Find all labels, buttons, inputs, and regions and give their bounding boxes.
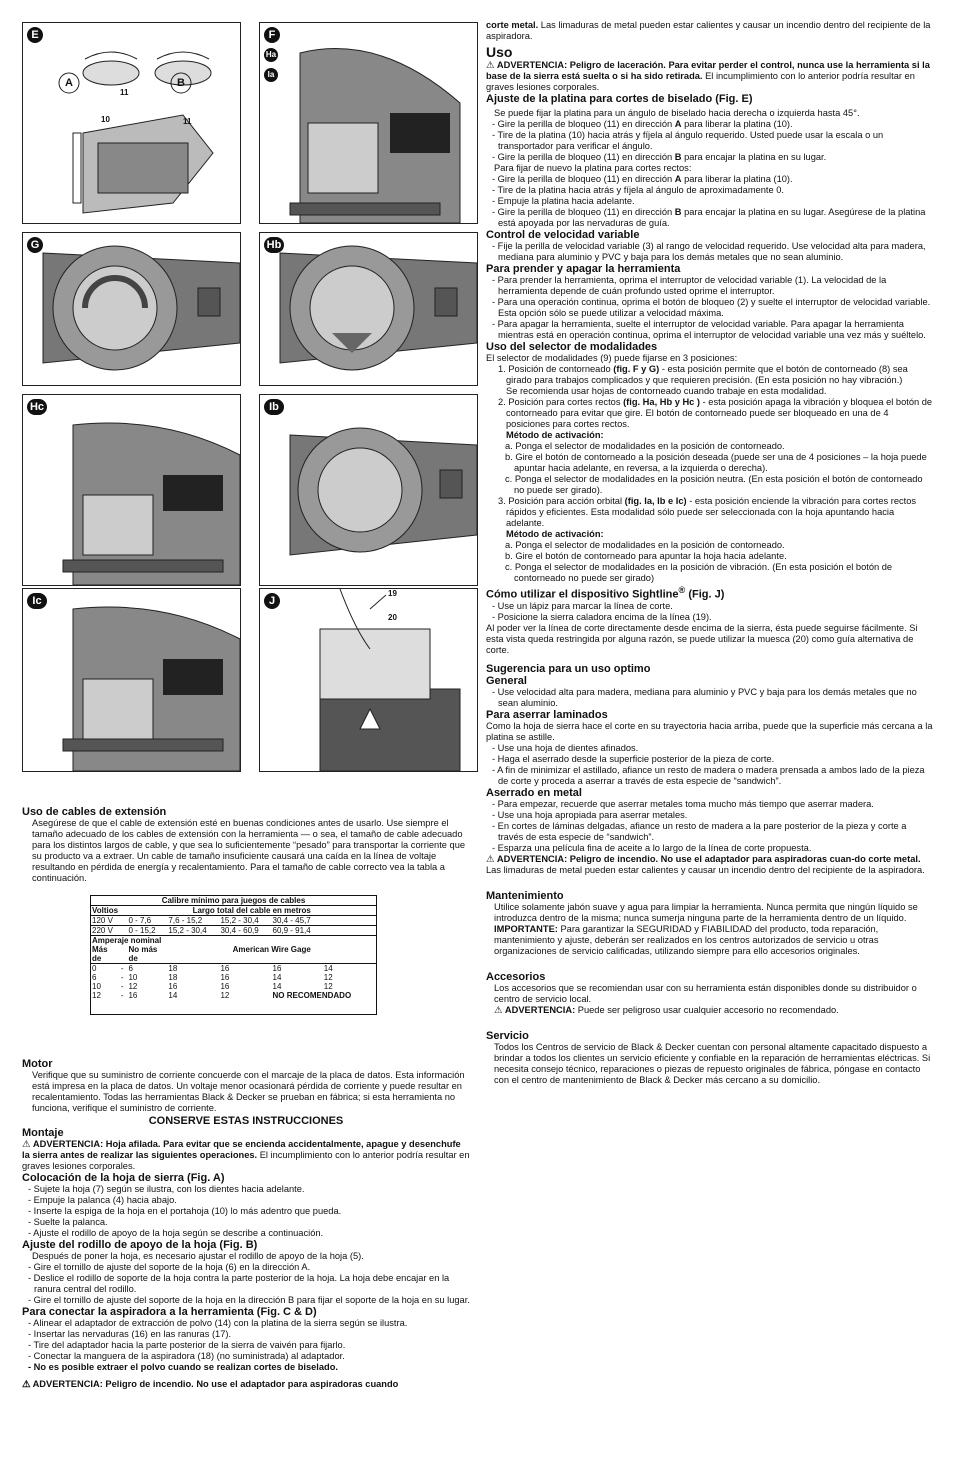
list-item: - Tire de la platina hacia atrás y fíjela al ángulo de aproximadamente 0.: [492, 185, 784, 195]
warning-bold: ADVERTENCIA: Hoja afilada. Para evitar que se encienda accidentalmente, apague y desenchufe la sierra antes de realizar las siguientes operaciones.: [22, 1139, 461, 1160]
table-header: de: [128, 954, 138, 963]
warning-text: El incumplimiento con lo anterior podría resultar en graves lesiones corporales.: [22, 1150, 470, 1171]
text: - esta posición enciende la vibración para cortes rectos rápidos y eficientes. Esta modalidad sólo puede ser seleccionada con la hoja apuntando hacia adelante.: [506, 496, 917, 528]
table-cell: 0 - 15,2: [127, 926, 167, 936]
callout-11: 11: [120, 88, 129, 97]
text: - esta posición permite que el botón de contorneado (8) sea girado para trabajos complicados y que requieren precisión. (En esta posición no hay vibración.): [506, 364, 908, 385]
paragraph: Utilice solamente jabón suave y agua para limpiar la herramienta. Nunca permita que ningún líquido se introduzca dentro de la misma; nunca sumerja ninguna parte de la herramienta dentro de un líquido.: [494, 901, 918, 923]
list-item: [486, 496, 934, 529]
section-heading: Mantenimiento: [486, 889, 564, 902]
section-heading: Uso del selector de modalidades: [486, 341, 658, 353]
text: 3. Posición para acción orbital: [498, 496, 625, 506]
text: Cómo utilizar el dispositivo Sightline: [486, 588, 679, 601]
bold-text: IMPORTANTE:: [494, 923, 558, 934]
bold-text: (fig. F y G): [613, 364, 660, 374]
text: para encajar la platina en su lugar.: [681, 152, 827, 162]
list-item: - Conectar la manguera de la aspiradora (18) (no suministrada) al adaptador.: [28, 1351, 345, 1361]
list-item: - Ajuste el rodillo de apoyo de la hoja según se describe a continuación.: [28, 1228, 324, 1238]
figure-sublabel: Ha: [264, 48, 278, 62]
table-header: Más: [92, 945, 108, 954]
list-item: [486, 364, 934, 386]
section-heading: Uso: [486, 44, 513, 60]
mode-selector-illustration: [260, 233, 477, 385]
list-item: - Alinear el adaptador de extracción de polvo (14) con la platina de la sierra según se ilustra.: [28, 1318, 408, 1328]
warning-bold: ADVERTENCIA: Peligro de laceración. Para evitar perder el control, nunca use la herramienta si la base de la sierra está suelta o si ha sido retirada.: [486, 60, 930, 81]
list-item: c. Ponga el selector de modalidades en la posición neutra. (En esta posición el botón de contorneado no puede ser girado).: [505, 474, 923, 495]
table-cell: 16: [128, 991, 138, 1000]
bold-text: B: [674, 152, 682, 162]
section-heading: Colocación de la hoja de sierra (Fig. A): [22, 1172, 225, 1184]
table-header: Voltios: [91, 906, 128, 916]
figure-label: J: [264, 593, 280, 609]
section-heading: Montaje: [22, 1127, 64, 1139]
section-heading: [486, 584, 934, 601]
table-cell: 16: [219, 964, 271, 974]
list-item: - En cortes de láminas delgadas, afiance un resto de madera a la pare posterior de la pieza y corte a través de esta especie de “sandwich”.: [492, 820, 907, 842]
callout-a: A: [65, 77, 73, 89]
callout-19: 19: [388, 589, 397, 598]
text: 1. Posición de contorneado: [498, 364, 614, 374]
callout-10: 10: [101, 115, 110, 124]
figure-f: [259, 22, 478, 224]
figure-label: Ib: [264, 399, 284, 415]
list-item: b. Gire el botón de contorneado a la posición deseada (puede ser una de 4 posiciones – la hoja puede apuntar hacia adelante, en reversa, a la izquierda o derecha).: [505, 452, 927, 473]
text: para liberar la platina (10).: [681, 119, 793, 129]
paragraph: Se puede fijar la platina para un ángulo de biselado hacia derecha o izquierda hasta 45°.: [494, 108, 860, 118]
mode-selector-illustration: [260, 395, 477, 585]
list-item: - Para apagar la herramienta, suelte el interruptor de velocidad variable. Para apagar la herramienta mientras está en operación continua, oprima el interruptor de velocidad variable una vez más y suéltelo.: [492, 319, 926, 340]
callout-b: B: [177, 77, 185, 89]
figure-e: [22, 22, 241, 224]
section-heading: Motor: [22, 1058, 53, 1070]
sub-heading: Método de activación:: [506, 430, 604, 440]
table-cell: 30,4 - 45,7: [272, 916, 377, 926]
list-item: - Gire el tornillo de ajuste del soporte de la hoja en la dirección B para fijar el soporte de la hoja en su lugar.: [28, 1295, 470, 1305]
figure-label: E: [27, 27, 43, 43]
ext-section: [22, 806, 470, 884]
text: - Gire la perilla de bloqueo (11) en dirección: [492, 152, 675, 162]
list-item: - No es posible extraer el polvo cuando se realizan cortes de biselado.: [28, 1362, 338, 1372]
table-cell: 0: [91, 964, 120, 974]
bold-text: (fig. Ia, Ib e Ic): [624, 496, 687, 506]
warning-text: Puede ser peligroso usar cualquier accesorio no recomendado.: [575, 1004, 839, 1015]
text: 2. Posición para cortes rectos: [498, 397, 624, 407]
conserve-heading: CONSERVE ESTAS INSTRUCCIONES: [148, 1115, 344, 1127]
table-cell: -: [120, 982, 124, 991]
list-item: - Para empezar, recuerde que aserrar metales toma mucho más tiempo que aserrar madera.: [492, 798, 874, 809]
text: - Gire la perilla de bloqueo (11) en dirección: [492, 174, 675, 184]
section-heading: Sugerencia para un uso optimo: [486, 662, 651, 675]
text: - Gire la perilla de bloqueo (11) en dirección: [492, 207, 675, 217]
bold-text: A: [674, 174, 682, 184]
paragraph: [486, 20, 934, 42]
section-heading: Accesorios: [486, 970, 546, 983]
warning: ⚠ ADVERTENCIA: Peligro de incendio. No use el adaptador para aspiradoras cuando: [22, 1379, 470, 1390]
paragraph: Al poder ver la línea de corte directamente desde encima de la sierra, ésta puede seguirse fácilmente. Si esta vista queda restringida por alguna razón, se puede utilizar la muesca (20) como guía alternativa de corte.: [486, 622, 918, 655]
table-header: Largo total del cable en metros: [127, 906, 376, 916]
text: (Fig. J): [685, 588, 725, 601]
paragraph: Para fijar de nuevo la platina para cortes rectos:: [494, 163, 692, 173]
paragraph: Verifique que su suministro de corriente concuerde con el marcaje de la placa de datos. Esta información está impresa en la placa de datos. Un voltaje menor ocasionará pérdida de corriente y puede resultar en recalentamiento. Todas las herramientas Black & Decker se prueban en fábrica; si esta herramienta no funciona, verifique el suministro de corriente.: [32, 1070, 465, 1113]
saw-side-illustration: [260, 23, 477, 223]
table-cell: 120 V: [91, 916, 128, 926]
callout-11b: 11: [183, 117, 192, 126]
text: para encajar la platina en su lugar. Asegúrese de la platina está apoyada por las nervaduras de guía.: [498, 207, 926, 228]
table-cell: 18: [167, 964, 219, 974]
list-item: - Gire el tornillo de ajuste del soporte de la hoja (6) en la dirección A.: [28, 1262, 311, 1272]
figure-sublabel: Ia: [264, 68, 278, 82]
figure-ib: [259, 394, 478, 586]
list-item: - Sujete la hoja (7) según se ilustra, con los dientes hacia adelante.: [28, 1184, 305, 1194]
section-heading: Ajuste del rodillo de apoyo de la hoja (Fig. B): [22, 1239, 258, 1251]
table-cell: 16: [220, 973, 230, 982]
list-item: - Empuje la platina hacia adelante.: [492, 196, 635, 206]
text: - Gire la perilla de bloqueo (11) en dirección: [492, 119, 675, 129]
sub-heading: Método de activación:: [506, 529, 604, 539]
figure-hc: [22, 394, 241, 586]
list-item: c. Ponga el selector de modalidades en la posición de vibración. (En esta posición el botón de contorneado no puede ser girado): [505, 562, 893, 583]
paragraph: Todos los Centros de servicio de Black & Decker cuentan con personal altamente capacitado dispuesto a brindar a todos los clientes un servicio eficiente y confiable en la reparación de herramientas eléctricas. Si necesita consejo técnico, reparaciones o piezas de repuesto originales de fábrica, póngase en contacto con el centro de mantenimiento de Black & Decker más cercano a su domicilio.: [494, 1041, 931, 1085]
warning-text: El incumplimiento con lo anterior podría resultar en graves lesiones corporales.: [486, 71, 915, 92]
table-header: de: [92, 954, 102, 963]
list-item: - A fin de minimizar el astillado, afiance un resto de madera o madera prensada a ambos lado de la pieza de corte y proceda a aserrar a través de esta especie de “sandwich”.: [492, 764, 925, 786]
table-cell: 60,9 - 91,4: [272, 926, 377, 936]
list-item: - Tire de la platina (10) hacia atrás y fíjela al ángulo requerido. Usted puede usar la escala o un transportador para verificar el ángulo.: [492, 130, 884, 151]
list-item: - Para una operación continua, oprima el botón de bloqueo (2) y suelte el interruptor de velocidad variable. Esta opción sólo se puede utilizar a velocidad máxima.: [492, 297, 931, 318]
bold-text: (fig. Ha, Hb y Hc ): [623, 397, 701, 407]
table-cell: 14: [272, 982, 282, 991]
table-cell: 16: [168, 982, 178, 991]
figure-hb: [259, 232, 478, 386]
list-item: - Fije la perilla de velocidad variable (3) al rango de velocidad requerido. Use velocidad alta para madera, mediana para aluminio y PVC y baja para los demás metales que no sean aluminio.: [492, 241, 926, 262]
table-cell: -: [120, 991, 124, 1000]
paragraph: Después de poner la hoja, es necesario ajustar el rodillo de apoyo de la hoja (5).: [32, 1251, 364, 1261]
text: Para garantizar la SEGURIDAD y FIABILIDAD del producto, toda reparación, mantenimiento y ajuste, deberán ser realizados en los centros autorizados de servicio u otras organizaciones de servicio calificadas, utilizando siempre para ello accesorios originales.: [494, 923, 879, 956]
table-cell: -: [120, 964, 128, 974]
figure-label: Hb: [264, 237, 284, 253]
table-cell: 10: [128, 973, 138, 982]
list-item: - Insertar las nervaduras (16) en las ranuras (17).: [28, 1329, 232, 1339]
table-cell: 14: [168, 991, 178, 1000]
list-item: - Esparza una película fina de aceite a lo largo de la línea de corte propuesta.: [492, 842, 812, 853]
table-header: American Wire Gage: [232, 945, 311, 954]
section-heading: Para conectar la aspiradora a la herramienta (Fig. C & D): [22, 1306, 317, 1318]
section-heading: General: [486, 674, 527, 687]
left-lower-sections: [22, 1058, 470, 1390]
warning: [486, 854, 934, 876]
text: Las limaduras de metal pueden estar calientes y causar un incendio dentro del recipiente de la aspiradora.: [486, 20, 931, 41]
mode-selector-illustration: [23, 233, 240, 385]
warning: [486, 60, 934, 93]
section-heading: Para aserrar laminados: [486, 708, 608, 721]
list-item: [486, 397, 934, 430]
section-heading: Servicio: [486, 1029, 529, 1042]
table-header: Amperaje nominal: [91, 936, 377, 946]
list-item: a. Ponga el selector de modalidades en la posición de contorneado.: [505, 441, 785, 451]
section-heading: Control de velocidad variable: [486, 229, 640, 241]
section-heading: Uso de cables de extensión: [22, 806, 167, 818]
table-cell: 15,2 - 30,4: [167, 926, 219, 936]
figure-label: F: [264, 27, 280, 43]
table-cell: 12: [128, 982, 138, 991]
section-heading: Ajuste de la platina para cortes de biselado (Fig. E): [486, 93, 753, 105]
list-item: - Haga el aserrado desde la superficie posterior de la pieza de corte.: [492, 753, 775, 764]
table-cell: NO RECOMENDADO: [272, 991, 352, 1000]
list-item: [486, 174, 934, 185]
right-column: [486, 20, 934, 1086]
figure-label: Ic: [27, 593, 47, 609]
figure-j: [259, 588, 478, 772]
list-item: - Tire del adaptador hacia la parte posterior de la sierra de vaivén para fijarlo.: [28, 1340, 346, 1350]
figure-g: [22, 232, 241, 386]
saw-side-illustration: [23, 589, 240, 771]
list-item: - Deslice el rodillo de soporte de la hoja contra la parte posterior de la hoja. La hoja debe encajar en la ranura central del rodillo.: [28, 1273, 450, 1294]
table-title: Calibre mínimo para juegos de cables: [161, 896, 306, 905]
table-cell: -: [120, 973, 124, 982]
table-cell: 12: [92, 991, 101, 1000]
cable-gauge-table: [90, 895, 377, 1015]
paragraph: El selector de modalidades (9) puede fijarse en 3 posiciones:: [486, 353, 738, 363]
list-item: [486, 119, 934, 130]
table-cell: 0 - 7,6: [127, 916, 167, 926]
figure-label: Hc: [27, 399, 47, 415]
callout-20: 20: [388, 613, 397, 622]
list-item: - Para prender la herramienta, oprima el interruptor de velocidad variable (1). La velocidad de la herramienta depende de cuán profundo usted oprime el interruptor.: [492, 275, 887, 296]
sightline-illustration: [260, 589, 477, 771]
table-cell: 7,6 - 15,2: [167, 916, 219, 926]
table-cell: 12: [220, 991, 230, 1000]
table-cell: 10: [92, 982, 101, 991]
list-item: b. Gire el botón de contorneado para apuntar la hoja hacia adelante.: [505, 551, 787, 561]
table-cell: 14: [323, 964, 377, 974]
list-item: - Posicione la sierra caladora encima de la línea (19).: [492, 611, 712, 622]
warning: [486, 1005, 934, 1016]
table-cell: 6: [92, 973, 97, 982]
warning-bold: ADVERTENCIA:: [504, 1004, 576, 1015]
table-cell: 12: [323, 982, 333, 991]
figure-label: G: [27, 237, 43, 253]
list-item: - Use velocidad alta para madera, mediana para aluminio y PVC y baja para los demás metales que no sean aluminio.: [492, 686, 917, 708]
text: para liberar la platina (10).: [681, 174, 793, 184]
table-cell: 14: [272, 973, 282, 982]
text: - esta posición apaga la vibración y bloquea el botón de contorneado para evitar que gire. El botón de contorneado puede ser bloqueado en una de 4 posiciones para cortes rectos.: [506, 397, 933, 429]
bold-text: A: [674, 119, 682, 129]
list-item: - Use una hoja de dientes afinados.: [492, 742, 639, 753]
bold-text: B: [674, 207, 682, 217]
table-header: No más: [128, 945, 158, 954]
saw-side-illustration: [23, 395, 240, 585]
list-item: - Empuje la palanca (4) hacia abajo.: [28, 1195, 177, 1205]
table-cell: 18: [168, 973, 178, 982]
warning: [22, 1139, 470, 1172]
list-item: - Suelte la palanca.: [28, 1217, 108, 1227]
figure-ic: [22, 588, 241, 772]
bevel-knob-illustration: [23, 23, 240, 223]
table-cell: 12: [323, 973, 333, 982]
bold-text: corte metal.: [486, 20, 539, 30]
list-item: a. Ponga el selector de modalidades en la posición de contorneado.: [505, 540, 785, 550]
registered-mark: ®: [678, 585, 686, 595]
list-item: - Use un lápiz para marcar la línea de corte.: [492, 600, 673, 611]
table-cell: 6: [127, 964, 167, 974]
list-item: - Use una hoja apropiada para aserrar metales.: [492, 809, 688, 820]
table-cell: 30,4 - 60,9: [219, 926, 271, 936]
paragraph: Los accesorios que se recomiendan usar con su herramienta están disponibles donde su distribuidor o centro de servicio local.: [494, 982, 917, 1004]
paragraph: Como la hoja de sierra hace el corte en su trayectoria hacia arriba, puede que la superficie más cercana a la platina se astille.: [486, 720, 933, 742]
list-item: [486, 152, 934, 163]
list-item: [486, 207, 934, 229]
paragraph: Se recomienda usar hojas de contorneado cuando trabaje en esta modalidad.: [506, 386, 827, 396]
section-heading: Aserrado en metal: [486, 786, 582, 799]
warning-text: Las limaduras de metal pueden estar calientes y causar un incendio dentro del recipiente de la aspiradora.: [486, 864, 925, 875]
table-cell: 220 V: [91, 926, 128, 936]
paragraph: Asegúrese de que el cable de extensión esté en buenas condiciones antes de usarlo. Use siempre el tamaño adecuado de los cables de extensión con la herramienta — o sea, el tamaño de cable adecuado para los distintos largos de cable, y que sea lo suficientemente “pesado” para transportar la corriente que su producto va a extraer. Un cable de tamaño insuficiente causará una caída en la línea de voltaje resultando en pérdida de energía y recalentamiento. Para el tamaño de cable correcto vea la tabla a continuación.: [32, 818, 466, 883]
list-item: - Inserte la espiga de la hoja en el portahoja (10) lo más adentro que pueda.: [28, 1206, 342, 1216]
table-cell: 16: [220, 982, 230, 991]
section-heading: Para prender y apagar la herramienta: [486, 263, 681, 275]
table-cell: 16: [272, 964, 323, 974]
table-cell: 15,2 - 30,4: [219, 916, 271, 926]
paragraph: [486, 924, 934, 957]
warning-bold: ADVERTENCIA: Peligro de incendio. No use el adaptador para aspiradoras cuan-do corte metal.: [496, 853, 921, 864]
